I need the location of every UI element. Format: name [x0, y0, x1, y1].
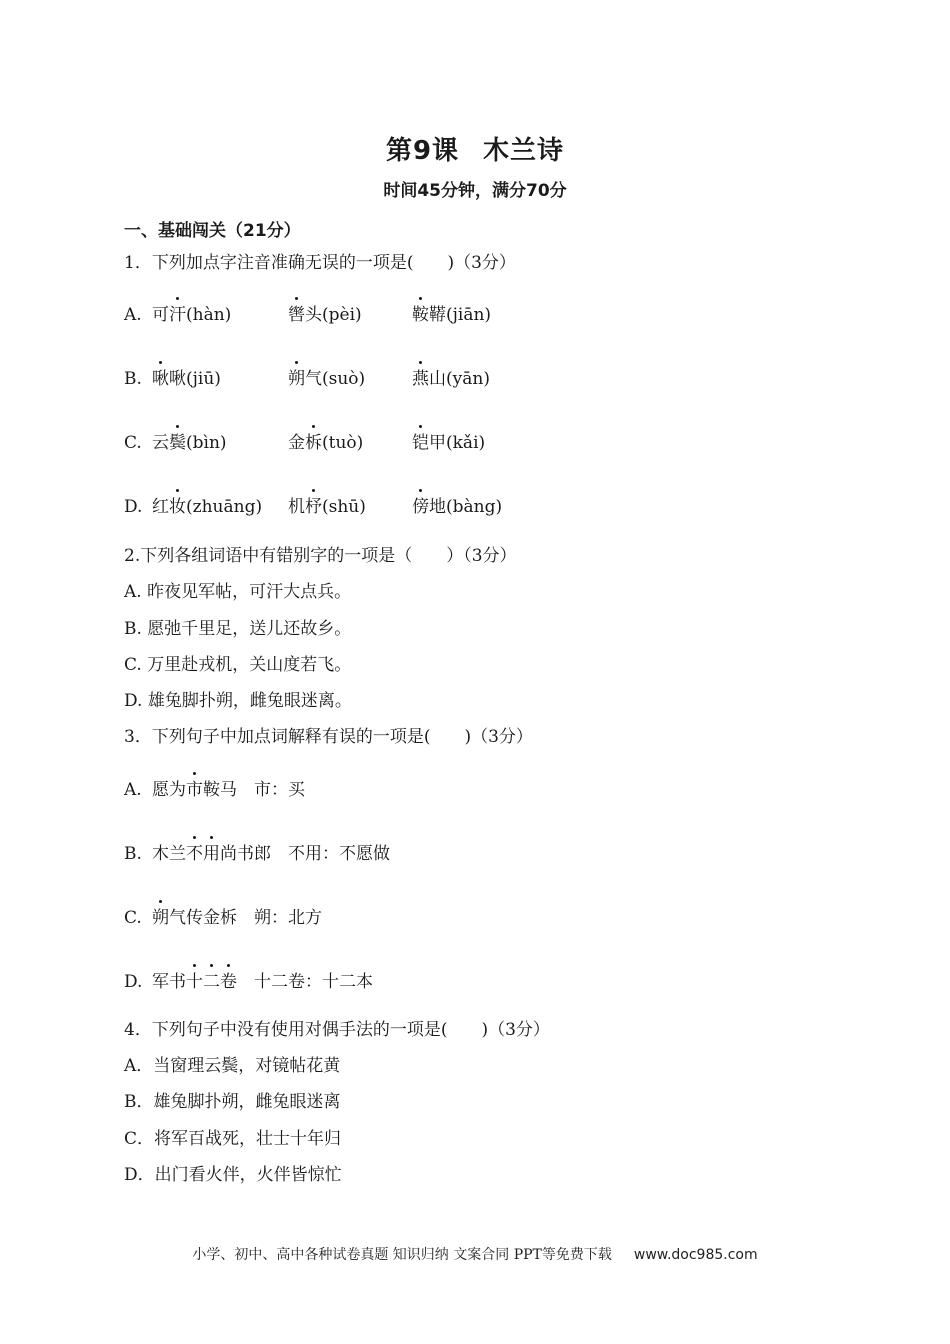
- question-3-stem: 3．下列句子中加点词解释有误的一项是( )（3分）: [124, 727, 533, 747]
- question-1-stem: 1．下列加点字注音准确无误的一项是( )（3分）: [124, 253, 516, 273]
- pinyin-item: [152, 368, 221, 390]
- sentence-suffix-explanation: 十二卷：十二本: [237, 972, 373, 992]
- pinyin-item: [412, 304, 491, 326]
- question-3-option: [124, 779, 305, 801]
- option-label: B.: [124, 369, 142, 389]
- dotted-character: 妆: [169, 497, 186, 517]
- pinyin-item: [412, 368, 490, 390]
- option-label: C.: [124, 433, 142, 453]
- word-suffix-pinyin: (shū): [322, 497, 366, 517]
- dotted-character: 傍: [412, 497, 429, 517]
- sentence-suffix-explanation: 尚书郎 不用：不愿做: [220, 844, 390, 864]
- dotted-character: 卷: [220, 972, 237, 992]
- word-suffix-pinyin: (hàn): [186, 305, 232, 325]
- question-3-option: [124, 907, 322, 929]
- page-footer: [0, 1244, 950, 1264]
- word-suffix-pinyin: 头(pèi): [305, 305, 362, 325]
- word-suffix-pinyin: 地(bàng): [429, 497, 503, 517]
- page-title: [0, 130, 950, 167]
- word-prefix: 红: [152, 497, 169, 517]
- dotted-character: 不: [186, 844, 203, 864]
- question-1-option: [124, 496, 503, 518]
- section-heading: 一、基础闯关（21分）: [124, 221, 301, 241]
- pinyin-item: [288, 368, 365, 390]
- sentence-prefix: 愿为: [152, 780, 186, 800]
- question-4-option-a: A．当窗理云鬓，对镜帖花黄: [124, 1056, 341, 1076]
- dotted-character: 辔: [288, 305, 305, 325]
- question-2-option-c: C. 万里赴戎机，关山度若飞。: [124, 655, 352, 675]
- pinyin-item: [288, 304, 362, 326]
- word-suffix-pinyin: (bìn): [186, 433, 227, 453]
- pinyin-item: [412, 496, 502, 518]
- dotted-character: 二: [203, 972, 220, 992]
- word-suffix-pinyin: 山(yān): [429, 369, 490, 389]
- word-suffix-pinyin: 甲(kǎi): [429, 433, 486, 453]
- sentence-suffix-explanation: 鞍马 市：买: [203, 780, 305, 800]
- dotted-character: 燕: [412, 369, 429, 389]
- word-prefix: 金: [288, 433, 305, 453]
- dotted-character: 铠: [412, 433, 429, 453]
- dotted-character: 朔: [152, 908, 169, 928]
- question-4-option-c: C．将军百战死，壮士十年归: [124, 1129, 342, 1149]
- lesson-name: 木兰诗: [483, 136, 565, 166]
- option-label: A.: [124, 305, 142, 325]
- word-prefix: 云: [152, 433, 169, 453]
- dotted-word: [186, 972, 237, 992]
- dotted-character: 汗: [169, 305, 186, 325]
- exam-time-score: 时间45分钟，满分70分: [383, 181, 567, 201]
- dotted-word: [152, 908, 169, 928]
- sentence-suffix-explanation: 气传金柝 朔：北方: [169, 908, 322, 928]
- word-suffix-pinyin: 啾(jiū): [169, 369, 221, 389]
- option-label: D.: [124, 972, 143, 992]
- question-2-option-a: A. 昨夜见军帖，可汗大点兵。: [124, 582, 352, 602]
- sentence-prefix: 军书: [152, 972, 186, 992]
- question-1-option: [124, 304, 492, 326]
- option-label: A.: [124, 780, 142, 800]
- dotted-word: [186, 844, 220, 864]
- dotted-character: 用: [203, 844, 220, 864]
- dotted-word: [186, 780, 203, 800]
- pinyin-item: [288, 432, 363, 454]
- question-2-option-b: B. 愿弛千里足，送儿还故乡。: [124, 619, 352, 639]
- question-4-stem: 4．下列句子中没有使用对偶手法的一项是( )（3分）: [124, 1020, 550, 1040]
- dotted-character: 啾: [152, 369, 169, 389]
- word-prefix: 可: [152, 305, 169, 325]
- option-label: D.: [124, 497, 143, 517]
- pinyin-item: [288, 496, 366, 518]
- dotted-character: 鞍: [412, 305, 429, 325]
- lesson-number: 第9课: [385, 136, 460, 166]
- question-1-option: [124, 432, 486, 454]
- question-4-option-d: D．出门看火伴，火伴皆惊忙: [124, 1165, 342, 1185]
- dotted-character: 柝: [305, 433, 322, 453]
- question-4-option-b: B．雄兔脚扑朔，雌兔眼迷离: [124, 1092, 341, 1112]
- pinyin-item: [412, 432, 485, 454]
- word-suffix-pinyin: (zhuāng): [186, 497, 263, 517]
- pinyin-item: [152, 496, 262, 518]
- dotted-character: 十: [186, 972, 203, 992]
- footer-url[interactable]: www.doc985.com: [633, 1247, 758, 1263]
- question-1-option: [124, 368, 490, 390]
- option-label: C.: [124, 908, 142, 928]
- word-suffix-pinyin: 鞯(jiān): [429, 305, 492, 325]
- question-2-stem: 2.下列各组词语中有错别字的一项是（ ）（3分）: [124, 546, 517, 566]
- sentence-prefix: 木兰: [152, 844, 186, 864]
- question-3-option: [124, 971, 373, 993]
- pinyin-item: [152, 304, 231, 326]
- dotted-character: 朔: [288, 369, 305, 389]
- question-3-option: [124, 843, 390, 865]
- question-2-option-d: D. 雄兔脚扑朔，雌兔眼迷离。: [124, 691, 352, 711]
- dotted-character: 市: [186, 780, 203, 800]
- footer-text: 小学、初中、高中各种试卷真题 知识归纳 文案合同 PPT等免费下载: [192, 1247, 612, 1263]
- word-suffix-pinyin: 气(suò): [305, 369, 366, 389]
- word-prefix: 机: [288, 497, 305, 517]
- dotted-character: 鬓: [169, 433, 186, 453]
- pinyin-item: [152, 432, 227, 454]
- dotted-character: 杼: [305, 497, 322, 517]
- word-suffix-pinyin: (tuò): [322, 433, 364, 453]
- option-label: B.: [124, 844, 142, 864]
